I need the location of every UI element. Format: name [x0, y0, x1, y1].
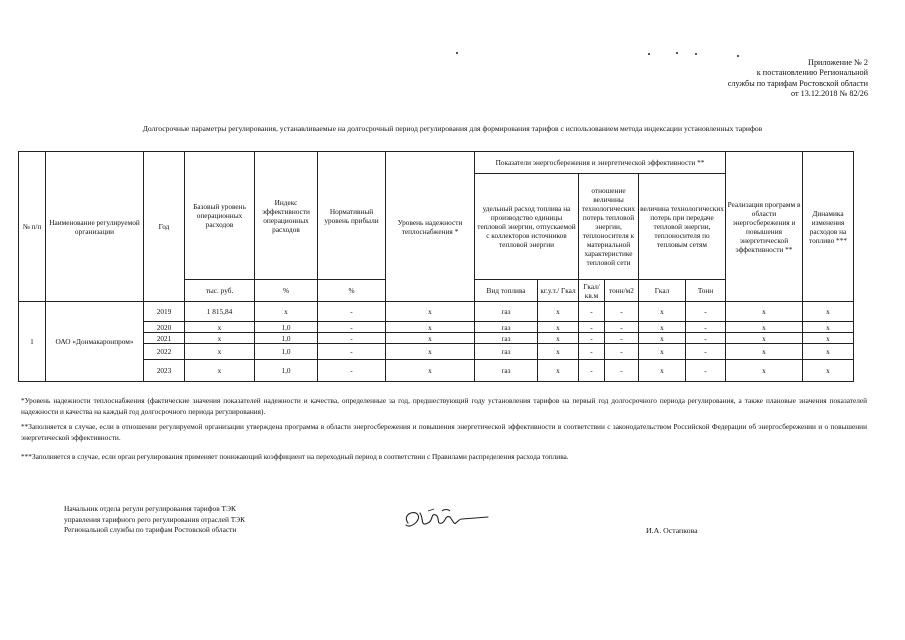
unit-index: % — [255, 280, 318, 302]
cell-base-level: х — [185, 360, 255, 382]
cell-reliability: х — [386, 344, 475, 360]
unit-base-level: тыс. руб. — [185, 280, 255, 302]
cell-dynamics: х — [803, 302, 854, 322]
unit-fuel-type: Вид топлива — [475, 280, 538, 302]
unit-ton-sqm: тонн/м2 — [605, 280, 639, 302]
cell-gkal: х — [639, 322, 686, 333]
cell-fuel-rate: х — [538, 344, 579, 360]
org-number: 1 — [19, 302, 46, 382]
cell-fuel-type: газ — [475, 322, 538, 333]
signatory-line: Региональной службы по тарифам Ростовской области — [64, 525, 237, 535]
org-name: ОАО «Донмакаронпром» — [46, 302, 144, 382]
header-reliability: Уровень надежности теплоснабжения * — [386, 152, 475, 302]
cell-ton-sqm: - — [605, 344, 639, 360]
scan-speck — [737, 55, 739, 57]
cell-gkal: х — [639, 344, 686, 360]
cell-fuel-rate: х — [538, 322, 579, 333]
header-year: Год — [144, 152, 185, 302]
cell-index: 1,0 — [255, 344, 318, 360]
header-org-name: Наименование регулируемой организации — [46, 152, 144, 302]
cell-profit: - — [318, 333, 386, 344]
table-row — [19, 360, 854, 382]
cell-fuel-rate: х — [538, 360, 579, 382]
header-normative-profit: Нормативный уровень прибыли — [318, 152, 386, 280]
cell-program: х — [726, 333, 803, 344]
cell-ton-sqm: - — [605, 302, 639, 322]
cell-gkal-sqm: - — [579, 333, 605, 344]
cell-index: 1,0 — [255, 333, 318, 344]
cell-reliability: х — [386, 360, 475, 382]
cell-reliability: х — [386, 333, 475, 344]
cell-gkal: х — [639, 302, 686, 322]
cell-fuel-rate: х — [538, 333, 579, 344]
cell-gkal: х — [639, 360, 686, 382]
cell-gkal: х — [639, 333, 686, 344]
footnote-energy-program: **Заполняется в случае, если в отношении регулируемой организации утверждена программа в области энергосбережения и повышения энергетической эффективности в соответствии с законодательством Российской Федерации об энергосбережении и о повышении энергетической эффективности. — [21, 422, 867, 442]
signatory-line: управления тарифного рего регулирования отраслей ТЭК — [64, 514, 246, 524]
cell-reliability: х — [386, 302, 475, 322]
appendix-line: к постановлению Региональной — [756, 68, 868, 78]
scan-speck — [456, 52, 458, 54]
cell-year: 2022 — [144, 344, 185, 360]
cell-dynamics: х — [803, 322, 854, 333]
cell-gkal-sqm: - — [579, 344, 605, 360]
cell-index: 1,0 — [255, 322, 318, 333]
cell-program: х — [726, 344, 803, 360]
scan-speck — [676, 52, 678, 54]
cell-profit: - — [318, 344, 386, 360]
cell-ton: - — [686, 322, 726, 333]
cell-fuel-rate: х — [538, 302, 579, 322]
unit-gkal-sqm: Гкал/ кв.м — [579, 280, 605, 302]
document-title: Долгосрочные параметры регулирования, устанавливаемые на долгосрочный период регулирования для формирования тарифов с использованием метода индексации установленных тарифов — [142, 124, 763, 133]
cell-gkal-sqm: - — [579, 360, 605, 382]
unit-ton: Тонн — [686, 280, 726, 302]
cell-dynamics: х — [803, 344, 854, 360]
cell-ton-sqm: - — [605, 360, 639, 382]
table-row — [19, 322, 854, 333]
footnote-reliability: *Уровень надежности теплоснабжения (фактические значения показателей надежности и качества, определенные за год, предшествующий году установления тарифов на первый год долгосрочного периода регулирования, а также плановые значения показателей надежности и качества на каждый год долгосрочного периода регулирования). — [21, 396, 867, 416]
header-efficiency-index: Индекс эффективности операционных расходов — [255, 152, 318, 280]
appendix-header — [700, 58, 868, 100]
signatory-line: Начальник отдела регули регулирования тарифов ТЭК — [64, 504, 236, 513]
cell-dynamics: х — [803, 360, 854, 382]
header-loss-value: величина технологических потерь при передаче тепловой энергии, теплоносителя по тепловым сетям — [639, 174, 726, 280]
cell-year: 2021 — [144, 333, 185, 344]
cell-ton-sqm: - — [605, 322, 639, 333]
cell-fuel-type: газ — [475, 360, 538, 382]
cell-profit: - — [318, 360, 386, 382]
appendix-line: службы по тарифам Ростовской области — [727, 78, 868, 88]
cell-ton: - — [686, 302, 726, 322]
cell-profit: - — [318, 302, 386, 322]
unit-profit: % — [318, 280, 386, 302]
cell-gkal-sqm: - — [579, 302, 605, 322]
cell-program: х — [726, 302, 803, 322]
cell-fuel-type: газ — [475, 302, 538, 322]
cell-reliability: х — [386, 322, 475, 333]
table-row — [19, 344, 854, 360]
cell-base-level: х — [185, 322, 255, 333]
cell-ton: - — [686, 360, 726, 382]
header-fuel-rate: удельный расход топлива на производство единицы тепловой энергии, отпускаемой с коллекторов источников тепловой энергии — [475, 174, 579, 280]
appendix-line: от 13.12.2018 № 82/26 — [790, 89, 868, 99]
header-fuel-dynamics: Динамика изменения расходов на топливо *** — [803, 152, 854, 302]
cell-program: х — [726, 360, 803, 382]
handwritten-signature — [398, 505, 490, 535]
cell-ton: - — [686, 333, 726, 344]
cell-base-level: х — [185, 344, 255, 360]
unit-gkal: Гкал — [639, 280, 686, 302]
cell-year: 2020 — [144, 322, 185, 333]
signatory-name: И.А. Остапкова — [646, 526, 698, 535]
table-row — [19, 302, 854, 322]
header-base-level: Базовый уровень операционных расходов — [185, 152, 255, 280]
cell-year: 2019 — [144, 302, 185, 322]
cell-profit: - — [318, 322, 386, 333]
cell-gkal-sqm: - — [579, 322, 605, 333]
cell-year: 2023 — [144, 360, 185, 382]
cell-ton-sqm: - — [605, 333, 639, 344]
appendix-line: Приложение № 2 — [808, 58, 868, 67]
header-num: № п/п — [19, 152, 46, 302]
header-program: Реализация программ в области энергосбережения и повышения энергетической эффективности ** — [726, 152, 803, 302]
footnote-fuel-coefficient: ***Заполняется в случае, если орган регулирования применяет понижающий коэффициент на переходный период в соответствии с Правилами распределения расхода топлива. — [21, 452, 569, 461]
cell-fuel-type: газ — [475, 333, 538, 344]
cell-fuel-type: газ — [475, 344, 538, 360]
table-row — [19, 333, 854, 344]
cell-program: х — [726, 322, 803, 333]
cell-base-level: 1 815,84 — [185, 302, 255, 322]
scan-speck — [695, 53, 697, 55]
cell-dynamics: х — [803, 333, 854, 344]
cell-base-level: х — [185, 333, 255, 344]
regulation-parameters-table — [18, 151, 854, 382]
header-loss-ratio: отношение величины технологических потерь тепловой энергии, теплоносителя к материальной характеристике тепловой сети — [579, 174, 639, 280]
unit-fuel-rate: кг.у.т./ Гкал — [538, 280, 579, 302]
scan-speck — [648, 53, 650, 55]
signatory-position — [64, 504, 245, 536]
cell-index: 1,0 — [255, 360, 318, 382]
cell-index: х — [255, 302, 318, 322]
header-energy-group: Показатели энергосбережения и энергетической эффективности ** — [475, 152, 726, 174]
cell-ton: - — [686, 344, 726, 360]
